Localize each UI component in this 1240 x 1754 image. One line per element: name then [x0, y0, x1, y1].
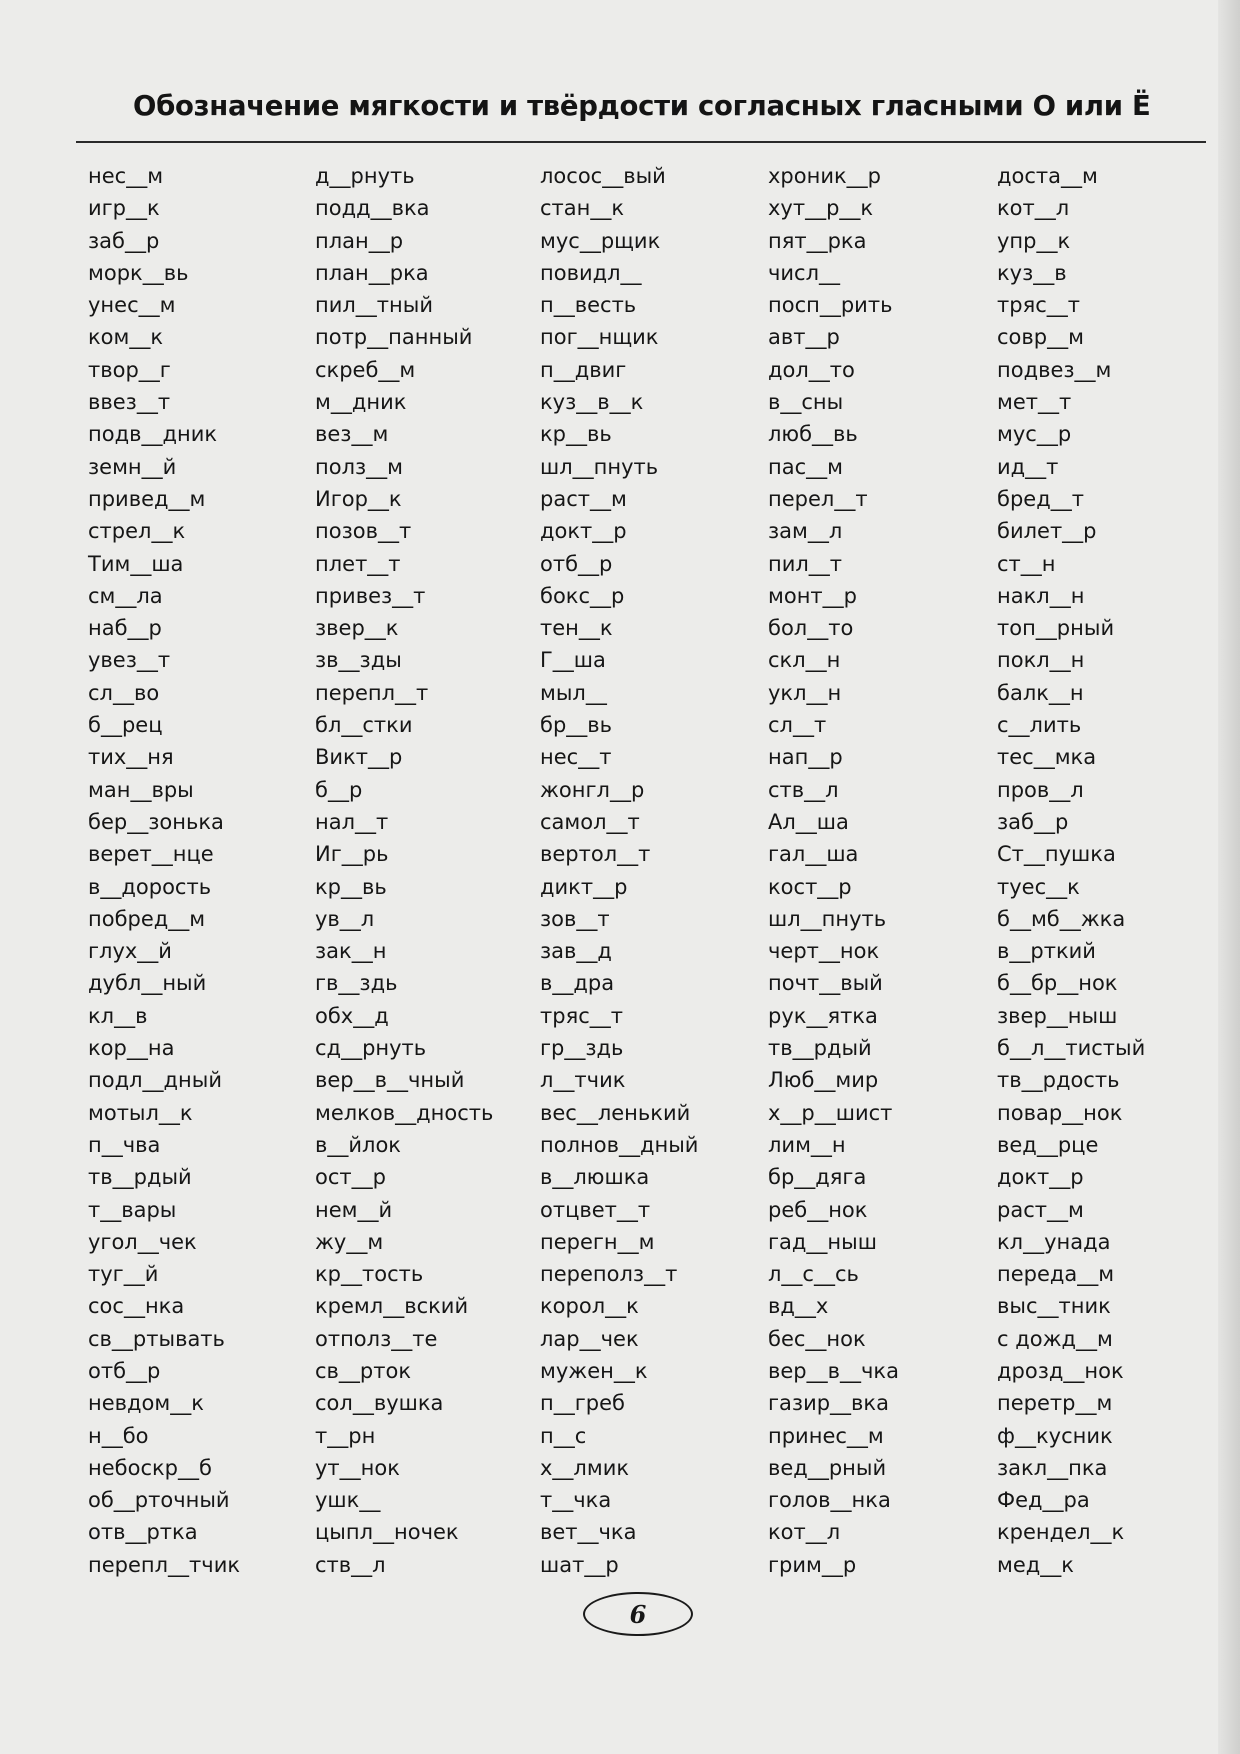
word-item: побред__м [88, 906, 206, 931]
word-item: нес__м [88, 164, 164, 188]
word-item: билет__р [997, 519, 1097, 544]
word-item: д__рнуть [315, 164, 415, 188]
word-item: ввез__т [88, 390, 171, 415]
word-item: упр__к [997, 228, 1071, 253]
page-title: Обозначение мягкости и твёрдости согласных гласными О или Ё [133, 90, 1151, 122]
word-item: обх__д [315, 1003, 389, 1028]
word-item: реб__нок [768, 1197, 868, 1222]
word-item: мет__т [997, 390, 1072, 415]
word-item: переда__м [997, 1262, 1115, 1287]
word-item: п__с [540, 1423, 587, 1448]
word-item: сд__рнуть [315, 1036, 427, 1061]
word-item: выс__тник [997, 1294, 1111, 1319]
word-item: х__лмик [540, 1455, 630, 1480]
word-item: жу__м [315, 1229, 384, 1254]
word-item: тряс__т [540, 1003, 623, 1028]
word-item: зв__зды [315, 648, 402, 673]
word-item: Тим__ша [88, 551, 184, 576]
word-item: гв__здь [315, 971, 398, 996]
word-item: бл__стки [315, 713, 413, 738]
word-item: Ст__пушка [997, 842, 1116, 867]
word-item: морк__вь [88, 260, 189, 285]
word-item: мыл__ [540, 680, 607, 705]
word-item: увез__т [88, 648, 171, 673]
word-item: верет__нце [88, 842, 214, 867]
word-item: авт__р [768, 325, 840, 350]
word-item: см__ла [88, 583, 163, 608]
word-item: нал__т [315, 809, 389, 834]
word-item: тряс__т [997, 293, 1080, 318]
word-item: отцвет__т [540, 1197, 651, 1222]
word-item: Викт__р [315, 745, 403, 770]
word-item: крендел__к [997, 1520, 1125, 1545]
word-item: кремл__вский [315, 1294, 469, 1319]
word-item: в__сны [768, 390, 844, 415]
word-item: ут__нок [315, 1455, 400, 1480]
word-item: тен__к [540, 616, 613, 641]
word-item: тв__рдость [997, 1068, 1120, 1093]
word-item: Фед__ра [997, 1488, 1090, 1513]
word-item: вес__ленький [540, 1100, 691, 1125]
word-item: ушк__ [315, 1488, 381, 1513]
word-item: Г__ша [540, 648, 606, 673]
word-item: вед__рце [997, 1132, 1099, 1157]
word-item: гад__ныш [768, 1229, 877, 1254]
word-item: глух__й [88, 939, 172, 964]
word-item: дикт__р [540, 874, 628, 899]
word-item: шл__пнуть [768, 906, 887, 931]
word-item: жонгл__р [540, 777, 645, 802]
title-underline [76, 141, 1206, 143]
word-item: подл__дный [88, 1068, 222, 1093]
word-item: п__чва [88, 1132, 161, 1157]
word-item: шат__р [540, 1552, 619, 1577]
word-item: скреб__м [315, 357, 416, 382]
word-item: зов__т [540, 906, 610, 931]
word-item: укл__н [768, 680, 842, 705]
word-item: пил__тный [315, 293, 433, 318]
page-number: 6 [629, 1599, 647, 1629]
word-item: закл__пка [997, 1455, 1108, 1480]
word-item: раст__м [540, 486, 627, 511]
word-item: бер__зонька [88, 809, 224, 834]
word-item: Иг__рь [315, 842, 389, 867]
word-item: хут__р__к [768, 196, 874, 221]
word-item: отб__р [88, 1358, 161, 1383]
word-item: кр__тость [315, 1262, 424, 1287]
word-item: пил__т [768, 551, 843, 576]
word-item: ид__т [997, 454, 1059, 479]
word-item: тв__рдый [88, 1165, 192, 1190]
word-item: куз__в__к [540, 390, 644, 415]
word-item: отполз__те [315, 1326, 438, 1351]
word-item: вер__в__чный [315, 1068, 465, 1093]
word-item: числ__ [768, 260, 841, 285]
word-item: зак__н [315, 939, 387, 964]
word-item: полнов__дный [540, 1132, 699, 1157]
word-item: бр__вь [540, 713, 613, 738]
word-item: тв__рдый [768, 1036, 872, 1061]
word-item: перел__т [768, 486, 868, 511]
word-item: вет__чка [540, 1520, 637, 1545]
word-item: нап__р [768, 745, 843, 770]
word-item: п__греб [540, 1391, 625, 1416]
word-item: сл__т [768, 713, 827, 738]
page-fold-shadow [1218, 0, 1240, 1754]
word-item: план__рка [315, 260, 429, 285]
word-item: повар__нок [997, 1100, 1123, 1125]
word-item: Люб__мир [768, 1068, 879, 1093]
word-column-5 [997, 160, 1145, 1581]
word-item: мед__к [997, 1552, 1074, 1577]
word-item: заб__р [997, 809, 1069, 834]
word-item: дол__то [768, 357, 855, 382]
word-item: люб__вь [768, 422, 858, 447]
word-item: наб__р [88, 616, 162, 641]
word-item: балк__н [997, 680, 1084, 705]
word-item: посп__рить [768, 293, 893, 318]
word-item: докт__р [997, 1165, 1084, 1190]
word-item: монт__р [768, 583, 857, 608]
word-item: п__весть [540, 293, 637, 318]
word-item: почт__вый [768, 971, 883, 996]
word-item: докт__р [540, 519, 627, 544]
word-item: куз__в [997, 260, 1067, 285]
word-item: нем__й [315, 1197, 393, 1222]
word-item: мелков__дность [315, 1100, 494, 1125]
word-item: совр__м [997, 325, 1084, 350]
word-item: б__рец [88, 713, 163, 738]
word-item: св__ртывать [88, 1326, 225, 1351]
word-item: вез__м [315, 422, 389, 447]
word-item: ком__к [88, 325, 164, 350]
word-item: бол__то [768, 616, 854, 641]
word-item: мужен__к [540, 1358, 648, 1383]
word-column-4 [768, 160, 899, 1581]
word-item: нес__т [540, 745, 612, 770]
word-item: т__рн [315, 1423, 376, 1448]
word-item: цыпл__ночек [315, 1520, 459, 1545]
word-item: тес__мка [997, 745, 1097, 770]
word-item: зам__л [768, 519, 843, 544]
word-item: повидл__ [540, 260, 642, 285]
word-item: звер__ныш [997, 1003, 1118, 1028]
word-item: лар__чек [540, 1326, 639, 1351]
word-item: подд__вка [315, 196, 430, 221]
page-number-oval [583, 1592, 693, 1636]
word-item: игр__к [88, 196, 160, 221]
word-item: звер__к [315, 616, 399, 641]
word-item: пог__нщик [540, 325, 659, 350]
word-column-1 [88, 160, 240, 1581]
word-item: принес__м [768, 1423, 884, 1448]
word-item: ств__л [315, 1552, 386, 1577]
word-item: сол__вушка [315, 1391, 444, 1416]
word-item: св__рток [315, 1358, 412, 1383]
word-item: ост__р [315, 1165, 386, 1190]
word-item: привез__т [315, 583, 426, 608]
word-item: п__двиг [540, 357, 627, 382]
word-item: топ__рный [997, 616, 1115, 641]
word-item: вед__рный [768, 1455, 887, 1480]
word-item: тих__ня [88, 745, 174, 770]
word-item: дубл__ный [88, 971, 207, 996]
word-item: сос__нка [88, 1294, 185, 1319]
word-item: л__с__сь [768, 1262, 859, 1287]
word-item: с дожд__м [997, 1326, 1113, 1351]
word-item: б__бр__нок [997, 971, 1118, 996]
word-item: т__чка [540, 1488, 612, 1513]
word-item: б__л__тистый [997, 1036, 1146, 1061]
word-item: х__р__шист [768, 1100, 893, 1125]
word-item: б__мб__жка [997, 906, 1126, 931]
word-item: стрел__к [88, 519, 186, 544]
word-item: стан__к [540, 196, 625, 221]
word-item: угол__чек [88, 1229, 197, 1254]
word-item: заб__р [88, 228, 160, 253]
word-item: перегн__м [540, 1229, 655, 1254]
word-item: перепл__т [315, 680, 429, 705]
word-item: гал__ша [768, 842, 859, 867]
word-item: привед__м [88, 486, 206, 511]
word-item: пров__л [997, 777, 1084, 802]
word-item: Игор__к [315, 486, 402, 511]
word-item: грим__р [768, 1552, 857, 1577]
word-item: вд__х [768, 1294, 829, 1319]
word-item: полз__м [315, 454, 404, 479]
word-column-2 [315, 160, 493, 1581]
word-item: пас__м [768, 454, 843, 479]
word-item: пят__рка [768, 228, 867, 253]
word-item: подв__дник [88, 422, 218, 447]
word-item: бокс__р [540, 583, 625, 608]
word-item: шл__пнуть [540, 454, 659, 479]
word-item: мотыл__к [88, 1100, 193, 1125]
word-item: лим__н [768, 1132, 846, 1157]
word-item: хроник__р [768, 164, 881, 188]
word-item: доста__м [997, 164, 1098, 188]
word-item: с__лить [997, 713, 1082, 738]
word-item: перепл__тчик [88, 1552, 241, 1577]
word-item: самол__т [540, 809, 640, 834]
word-item: кот__л [768, 1520, 841, 1545]
word-item: унес__м [88, 293, 176, 318]
word-item: н__бо [88, 1423, 149, 1448]
word-item: план__р [315, 228, 404, 253]
word-item: в__йлок [315, 1132, 401, 1157]
word-item: подвез__м [997, 357, 1112, 382]
word-item: ст__н [997, 551, 1056, 576]
word-item: рук__ятка [768, 1003, 878, 1028]
word-item: накл__н [997, 583, 1085, 608]
word-item: лосос__вый [540, 164, 666, 188]
word-item: дрозд__нок [997, 1358, 1124, 1383]
word-item: кост__р [768, 874, 852, 899]
word-item: вер__в__чка [768, 1358, 899, 1383]
word-item: в__рткий [997, 939, 1096, 964]
word-item: кор__на [88, 1036, 175, 1061]
word-item: ман__вры [88, 777, 194, 802]
word-item: газир__вка [768, 1391, 889, 1416]
word-item: бред__т [997, 486, 1084, 511]
word-item: кл__в [88, 1003, 148, 1028]
word-item: голов__нка [768, 1488, 891, 1513]
word-item: т__вары [88, 1197, 177, 1222]
word-item: сл__во [88, 680, 160, 705]
word-item: отб__р [540, 551, 613, 576]
word-item: земн__й [88, 454, 177, 479]
word-item: Ал__ша [768, 809, 849, 834]
word-item: мус__р [997, 422, 1072, 447]
word-item: ств__л [768, 777, 839, 802]
word-item: корол__к [540, 1294, 639, 1319]
word-item: переполз__т [540, 1262, 678, 1287]
word-item: туес__к [997, 874, 1080, 899]
word-item: л__тчик [540, 1068, 626, 1093]
word-item: плет__т [315, 551, 401, 576]
word-item: ув__л [315, 906, 375, 931]
word-item: перетр__м [997, 1391, 1113, 1416]
word-item: скл__н [768, 648, 841, 673]
word-item: раст__м [997, 1197, 1084, 1222]
word-item: бес__нок [768, 1326, 866, 1351]
word-item: гр__здь [540, 1036, 624, 1061]
word-item: кл__унада [997, 1229, 1111, 1254]
word-item: отв__ртка [88, 1520, 198, 1545]
word-item: мус__рщик [540, 228, 661, 253]
word-item: в__дра [540, 971, 615, 996]
word-item: в__люшка [540, 1165, 650, 1190]
word-item: кр__вь [315, 874, 387, 899]
word-item: б__р [315, 777, 363, 802]
word-item: зав__д [540, 939, 612, 964]
word-item: вертол__т [540, 842, 651, 867]
word-item: покл__н [997, 648, 1085, 673]
word-column-3 [540, 160, 698, 1581]
word-item: невдом__к [88, 1391, 204, 1416]
word-item: небоскр__б [88, 1455, 212, 1480]
word-item: туг__й [88, 1262, 159, 1287]
word-item: в__дорость [88, 874, 212, 899]
word-item: бр__дяга [768, 1165, 867, 1190]
word-item: черт__нок [768, 939, 880, 964]
word-item: позов__т [315, 519, 412, 544]
word-item: об__рточный [88, 1488, 230, 1513]
word-item: твор__г [88, 357, 171, 382]
word-item: кот__л [997, 196, 1070, 221]
word-item: кр__вь [540, 422, 612, 447]
word-item: ф__кусник [997, 1423, 1113, 1448]
word-item: потр__панный [315, 325, 473, 350]
word-item: м__дник [315, 390, 407, 415]
